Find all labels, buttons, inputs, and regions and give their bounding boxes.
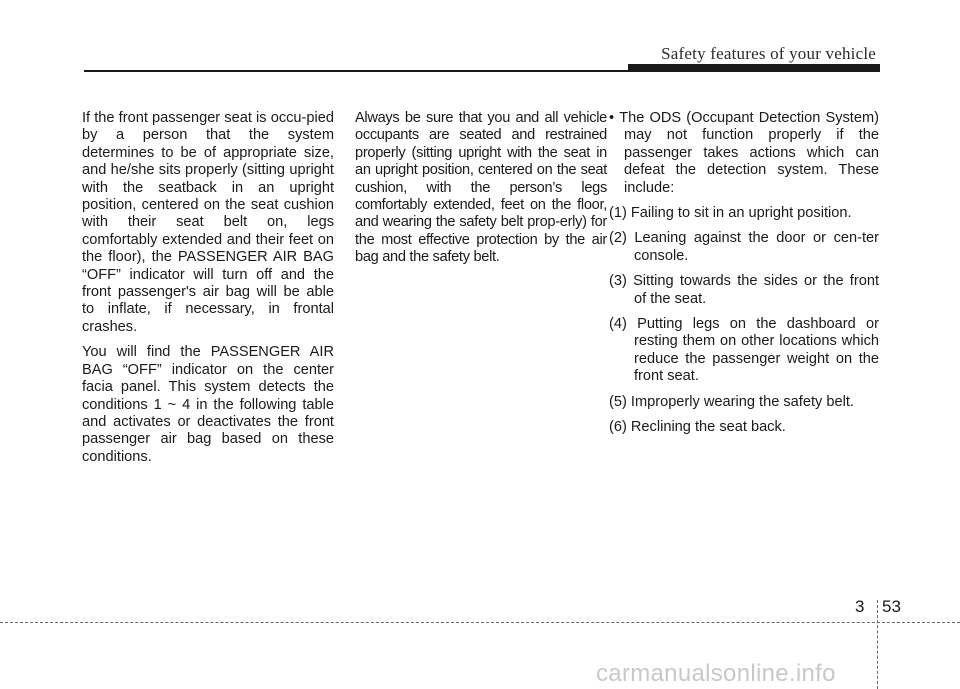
list-item: (5) Improperly wearing the safety belt. (609, 393, 854, 410)
bullet-text: The ODS (Occupant Detection System) may not function properly if the passenger takes actions which can defeat the detection system. These include: (619, 110, 879, 196)
text-column-2 (355, 110, 607, 275)
bullet-item (609, 110, 879, 197)
list-item: (1) Failing to sit in an upright position. (609, 205, 852, 222)
footer-dashed-rule (0, 622, 960, 623)
paragraph: You will find the PASSENGER AIR BAG “OFF” indicator on the center facia panel. This system detects the conditions 1 ~ 4 in the following table and activates or deactivates the front passenger air bag based on these conditions. (82, 344, 334, 465)
list-item: (3) Sitting towards the sides or the front of the seat. (609, 273, 879, 307)
paragraph: If the front passenger seat is occu-pied by a person that the system determines to be of appropriate size, and he/she sits properly (sitting upright with the seatback in an upright position, centered on the seat cushion with their seat belt on, legs comfortably extended and their feet on the floor), the PASSENGER AIR BAG “OFF” indicator will turn off and the front passenger's air bag will be able to inflate, if necessary, in frontal crashes. (82, 110, 334, 335)
list-item: (6) Reclining the seat back. (609, 419, 786, 436)
watermark-text: carmanualsonline.info (596, 660, 836, 687)
page-number: 53 (882, 597, 901, 616)
bullet-icon: • (609, 110, 620, 126)
text-column-1 (82, 110, 334, 474)
header-rule (84, 70, 880, 72)
footer-dashed-divider (877, 600, 878, 689)
list-item: (4) Putting legs on the dashboard or resting them on other locations which reduce the passenger weight on the front seat. (609, 316, 879, 385)
paragraph: Always be sure that you and all vehicle occupants are seated and restrained properly (sitting upright with the seat in an upright position, centered on the seat cushion, with the person’s legs comfortably extended, feet on the floor, and wearing the safety belt prop-erly) for the most effective protection by the air bag and the safety belt. (355, 110, 607, 266)
text-column-3 (609, 110, 879, 445)
page-header-title: Safety features of your vehicle (661, 44, 876, 63)
header-accent-bar (628, 64, 880, 70)
section-number: 3 (855, 597, 865, 616)
list-item: (2) Leaning against the door or cen-ter console. (609, 230, 879, 264)
